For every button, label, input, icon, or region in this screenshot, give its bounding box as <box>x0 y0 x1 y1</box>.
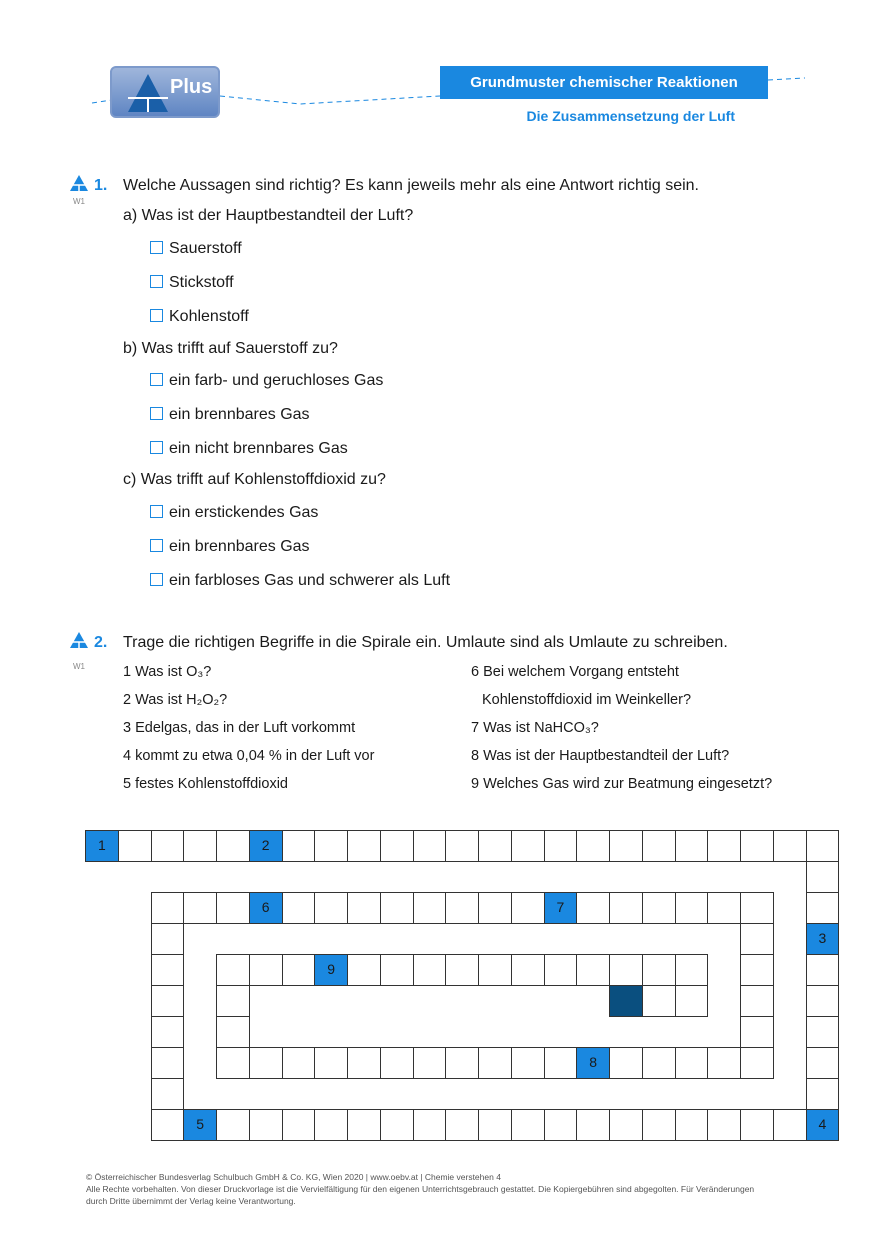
clue: 5 festes Kohlenstoffdioxid <box>123 776 288 792</box>
grid-cell[interactable] <box>707 830 741 862</box>
grid-cell[interactable] <box>806 892 840 924</box>
grid-cell[interactable] <box>478 892 512 924</box>
grid-cell[interactable] <box>183 892 217 924</box>
grid-cell[interactable] <box>806 1047 840 1079</box>
grid-cell[interactable] <box>282 954 316 986</box>
grid-cell[interactable] <box>413 892 447 924</box>
grid-cell[interactable] <box>183 830 217 862</box>
option-label: ein erstickendes Gas <box>169 504 319 521</box>
grid-cell[interactable] <box>773 830 807 862</box>
grid-cell-numbered[interactable]: 3 <box>806 923 840 955</box>
grid-cell[interactable] <box>314 1047 348 1079</box>
grid-cell[interactable] <box>806 861 840 893</box>
q1a-question: a) Was ist der Hauptbestandteil der Luft? <box>123 207 414 224</box>
option-label: ein farbloses Gas und schwerer als Luft <box>169 572 451 589</box>
option-label: Sauerstoff <box>169 240 242 257</box>
grid-cell[interactable] <box>707 892 741 924</box>
logo-text: Plus <box>170 76 213 98</box>
grid-cell[interactable] <box>576 830 610 862</box>
option-label: Kohlenstoff <box>169 308 249 325</box>
grid-cell[interactable] <box>445 1047 479 1079</box>
grid-cell[interactable] <box>380 1047 414 1079</box>
grid-cell[interactable] <box>740 985 774 1017</box>
grid-cell-numbered[interactable]: 5 <box>183 1109 217 1141</box>
grid-cell[interactable] <box>478 1109 512 1141</box>
grid-cell[interactable] <box>413 1047 447 1079</box>
q1-number: 1. <box>94 177 108 194</box>
grid-cell[interactable] <box>380 830 414 862</box>
option-label: Stickstoff <box>169 274 234 291</box>
clue: 2 Was ist H₂O₂? <box>123 692 228 708</box>
grid-cell[interactable] <box>675 892 709 924</box>
grid-cell[interactable] <box>642 954 676 986</box>
option-label: ein brennbares Gas <box>169 538 310 555</box>
grid-cell[interactable] <box>609 985 643 1017</box>
grid-cell[interactable] <box>806 1016 840 1048</box>
grid-cell[interactable] <box>609 954 643 986</box>
grid-cell-numbered[interactable]: 7 <box>544 892 578 924</box>
grid-cell[interactable] <box>773 1109 807 1141</box>
grid-cell[interactable] <box>347 830 381 862</box>
grid-cell[interactable] <box>806 954 840 986</box>
grid-cell[interactable] <box>347 1109 381 1141</box>
grid-cell[interactable] <box>740 830 774 862</box>
q1b-question: b) Was trifft auf Sauerstoff zu? <box>123 340 338 357</box>
grid-cell[interactable] <box>445 954 479 986</box>
grid-cell[interactable] <box>642 1109 676 1141</box>
grid-cell[interactable] <box>806 985 840 1017</box>
q2-number: 2. <box>94 634 108 651</box>
grid-cell[interactable] <box>216 1109 250 1141</box>
grid-cell[interactable] <box>511 892 545 924</box>
grid-cell[interactable] <box>314 892 348 924</box>
grid-cell[interactable] <box>642 1047 676 1079</box>
grid-cell[interactable] <box>216 830 250 862</box>
grid-cell[interactable] <box>380 954 414 986</box>
section-subtitle: Die Zusammensetzung der Luft <box>526 108 735 124</box>
footer-rights: Alle Rechte vorbehalten. Von dieser Druckvorlage ist die Vervielfältigung für den eigenen Unterrichtsgebrauch gestattet. Die Kopiergebühren sind abgegolten. Für Veränderungen <box>86 1184 755 1194</box>
grid-cell[interactable] <box>740 1109 774 1141</box>
grid-cell[interactable] <box>675 985 709 1017</box>
grid-cell[interactable] <box>314 1109 348 1141</box>
clue: 7 Was ist NaHCO₃? <box>471 720 599 736</box>
grid-cell[interactable] <box>609 1047 643 1079</box>
grid-cell[interactable] <box>151 1016 185 1048</box>
grid-cell[interactable] <box>511 1109 545 1141</box>
grid-cell[interactable] <box>216 954 250 986</box>
grid-cell[interactable] <box>806 1078 840 1110</box>
grid-cell-numbered[interactable]: 8 <box>576 1047 610 1079</box>
q1-text: Welche Aussagen sind richtig? Es kann jeweils mehr als eine Antwort richtig sein. <box>123 177 699 194</box>
grid-cell[interactable] <box>478 1047 512 1079</box>
grid-cell[interactable] <box>413 1109 447 1141</box>
option-label: ein nicht brennbares Gas <box>169 440 348 457</box>
grid-cell-numbered[interactable]: 1 <box>85 830 119 862</box>
grid-cell[interactable] <box>413 830 447 862</box>
clue: 3 Edelgas, das in der Luft vorkommt <box>123 720 356 736</box>
grid-cell[interactable] <box>478 830 512 862</box>
grid-cell[interactable] <box>151 954 185 986</box>
grid-cell[interactable] <box>151 1109 185 1141</box>
q2-tag: W1 <box>73 662 85 671</box>
grid-cell[interactable] <box>576 892 610 924</box>
footer-disclaimer: durch Dritte übernimmt der Verlag keine Verantwortung. <box>86 1196 296 1206</box>
grid-cell[interactable] <box>544 1109 578 1141</box>
grid-cell[interactable] <box>282 1047 316 1079</box>
grid-cell[interactable] <box>380 1109 414 1141</box>
grid-cell[interactable] <box>249 954 283 986</box>
grid-cell[interactable] <box>445 830 479 862</box>
grid-cell[interactable] <box>380 892 414 924</box>
grid-cell[interactable] <box>118 830 152 862</box>
option-label: ein brennbares Gas <box>169 406 310 423</box>
grid-cell[interactable] <box>151 1047 185 1079</box>
grid-cell[interactable] <box>544 954 578 986</box>
grid-cell[interactable] <box>478 954 512 986</box>
grid-cell[interactable] <box>216 1047 250 1079</box>
grid-cell[interactable] <box>544 830 578 862</box>
clue: 1 Was ist O₃? <box>123 664 212 680</box>
grid-cell-numbered[interactable]: 9 <box>314 954 348 986</box>
grid-cell[interactable] <box>740 923 774 955</box>
grid-cell[interactable] <box>347 1047 381 1079</box>
grid-cell[interactable] <box>642 892 676 924</box>
grid-cell[interactable] <box>282 892 316 924</box>
grid-cell[interactable] <box>282 830 316 862</box>
grid-cell-numbered[interactable]: 6 <box>249 892 283 924</box>
grid-cell[interactable] <box>249 1109 283 1141</box>
grid-cell[interactable] <box>151 1078 185 1110</box>
grid-cell[interactable] <box>282 1109 316 1141</box>
grid-cell[interactable] <box>740 1047 774 1079</box>
grid-cell[interactable] <box>576 954 610 986</box>
grid-cell[interactable] <box>675 1109 709 1141</box>
footer-copyright: © Österreichischer Bundesverlag Schulbuch GmbH & Co. KG, Wien 2020 | www.oebv.at | Chemie verstehen 4 <box>86 1172 501 1182</box>
grid-cell[interactable] <box>707 1047 741 1079</box>
clue: 6 Bei welchem Vorgang entsteht <box>471 664 679 680</box>
grid-cell[interactable] <box>511 954 545 986</box>
grid-cell[interactable] <box>544 1047 578 1079</box>
grid-cell[interactable] <box>675 954 709 986</box>
grid-cell[interactable] <box>347 954 381 986</box>
grid-cell[interactable] <box>740 1016 774 1048</box>
grid-cell[interactable] <box>576 1109 610 1141</box>
grid-cell[interactable] <box>249 1047 283 1079</box>
grid-cell[interactable] <box>413 954 447 986</box>
grid-cell[interactable] <box>216 1016 250 1048</box>
grid-cell[interactable] <box>216 985 250 1017</box>
grid-cell[interactable] <box>609 1109 643 1141</box>
grid-cell[interactable] <box>511 830 545 862</box>
option-label: ein farb- und geruchloses Gas <box>169 372 384 389</box>
grid-cell[interactable] <box>151 985 185 1017</box>
q1c-question: c) Was trifft auf Kohlenstoffdioxid zu? <box>123 471 386 488</box>
grid-cell[interactable] <box>609 830 643 862</box>
grid-cell[interactable] <box>151 923 185 955</box>
grid-cell[interactable] <box>675 830 709 862</box>
clue: Kohlenstoffdioxid im Weinkeller? <box>482 692 692 708</box>
grid-cell[interactable] <box>151 830 185 862</box>
chapter-title: Grundmuster chemischer Reaktionen <box>440 66 768 99</box>
grid-cell[interactable] <box>642 985 676 1017</box>
grid-cell[interactable] <box>314 830 348 862</box>
grid-cell[interactable] <box>642 830 676 862</box>
grid-cell[interactable] <box>740 892 774 924</box>
grid-cell[interactable] <box>675 1047 709 1079</box>
grid-cell[interactable] <box>151 892 185 924</box>
grid-cell[interactable] <box>740 954 774 986</box>
clue: 4 kommt zu etwa 0,04 % in der Luft vor <box>123 748 375 764</box>
clue: 9 Welches Gas wird zur Beatmung eingesetzt? <box>471 776 773 792</box>
q1-tag: W1 <box>73 197 85 206</box>
grid-cell[interactable] <box>806 830 840 862</box>
grid-cell[interactable] <box>707 1109 741 1141</box>
grid-cell-numbered[interactable]: 4 <box>806 1109 840 1141</box>
grid-cell[interactable] <box>445 1109 479 1141</box>
grid-cell[interactable] <box>347 892 381 924</box>
grid-cell[interactable] <box>216 892 250 924</box>
grid-cell[interactable] <box>445 892 479 924</box>
grid-cell[interactable] <box>511 1047 545 1079</box>
grid-cell-numbered[interactable]: 2 <box>249 830 283 862</box>
q2-text: Trage die richtigen Begriffe in die Spirale ein. Umlaute sind als Umlaute zu schreiben. <box>123 634 728 651</box>
grid-cell[interactable] <box>609 892 643 924</box>
clue: 8 Was ist der Hauptbestandteil der Luft? <box>471 748 730 764</box>
